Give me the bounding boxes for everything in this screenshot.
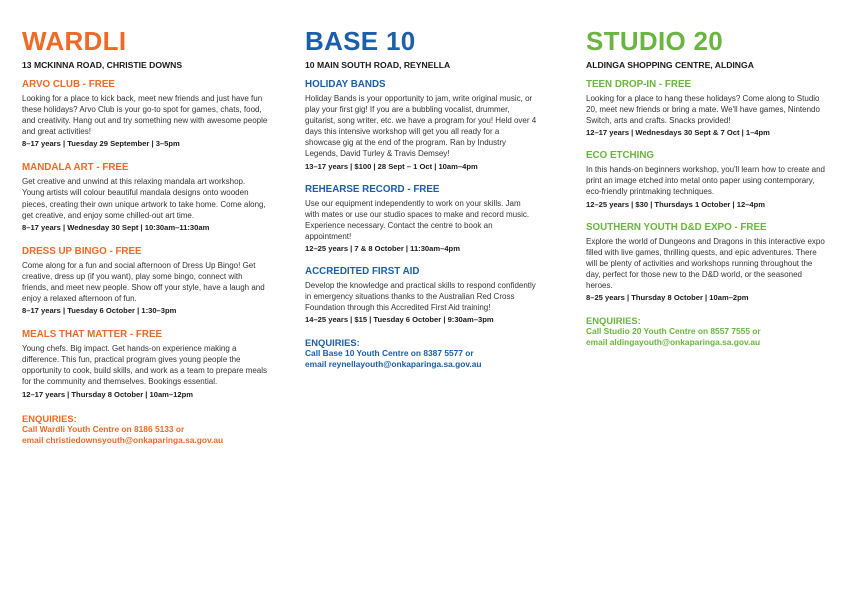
column-base10 [305,26,537,370]
program-section [586,79,826,138]
program-title: ACCREDITED FIRST AID [305,265,420,277]
program-title: MEALS THAT MATTER - FREE [22,329,163,341]
program-description: Get creative and unwind at this relaxing mandala art workshop. Young artists will colour beautiful mandala designs onto wooden pieces, creating their own unique artwork to take home. Come along, get creative, and enjoy some chilled-out art time. [22,177,266,220]
enquiries-email[interactable]: email aldingayouth@onkaparinga.sa.gov.au [586,337,761,348]
program-details: 12–17 years | Wednesdays 30 Sept & 7 Oct | 1–4pm [586,128,770,138]
program-title: MANDALA ART - FREE [22,162,129,174]
venue-address: 10 MAIN SOUTH ROAD, REYNELLA [305,60,451,70]
program-details: 8–17 years | Tuesday 29 September | 3–5pm [22,139,180,149]
column-studio20 [586,26,826,348]
program-details: 8–17 years | Wednesday 30 Sept | 10:30am–11:30am [22,222,210,232]
program-section [22,162,268,232]
program-description: Young chefs. Big impact. Get hands-on experience making a difference. This fun, practical program gives young people the opportunity to cook, build skills, and work as a team to prepare meals for the community and themselves. Bookings essential. [22,344,268,387]
enquiries-block [586,315,826,348]
enquiries-block [305,337,537,370]
program-title: DRESS UP BINGO - FREE [22,245,142,257]
enquiries-title: ENQUIRIES: [586,315,641,327]
program-description: Come along for a fun and social afternoon of Dress Up Bingo! Get creative, dress up (if you want), play some bingo, connect with friends, and meet new people. Show off your style, have a laugh and enjoy a relaxed afternoon of fun. [22,260,265,304]
program-section [586,150,826,209]
enquiries-email[interactable]: email reynellayouth@onkaparinga.sa.gov.au [305,359,482,370]
venue-title: STUDIO 20 [586,26,724,56]
program-description: Develop the knowledge and practical skills to respond confidently in emergency situations thanks to the Australian Red Cross Foundation through this Accredited First Aid training! [305,280,536,313]
program-details: 12–17 years | Thursday 8 October | 10am–12pm [22,389,193,399]
venue-address: ALDINGA SHOPPING CENTRE, ALDINGA [586,60,754,70]
program-title: ECO ETCHING [586,150,655,162]
program-title: REHEARSE RECORD - FREE [305,183,440,195]
venue-title: WARDLI [22,26,127,56]
program-section [22,79,268,149]
enquiries-phone: Call Studio 20 Youth Centre on 8557 7555 or [586,326,761,337]
program-description: Holiday Bands is your opportunity to jam, write original music, or play your first gig! If you are a bubbling vocalist, drummer, guitarist, song writer, etc. we have a program for you! Held over 4 days this intensive workshop will get you all ready for a showcase gig at the end of the program. Ran by Industry Legends, David Turley & Travis Demsey! [305,94,537,159]
venue-address: 13 MCKINNA ROAD, CHRISTIE DOWNS [22,60,183,70]
enquiries-email[interactable]: email christiedownsyouth@onkaparinga.sa.gov.au [22,434,224,445]
column-wardli [22,26,268,446]
enquiries-block [22,413,268,446]
program-description: In this hands-on beginners workshop, you'll learn how to create and print an image etched into metal onto paper using contemporary, eco-friendly printmaking techniques. [586,165,826,197]
program-section [305,79,537,172]
program-description: Explore the world of Dungeons and Dragons in this interactive expo filled with live games, thrilling quests, and epic adventures. There will be plenty of activities and workshops running throughout the day, perfect for those new to the D&D world, or the seasoned heroes. [586,236,825,290]
program-title: TEEN DROP-IN - FREE [586,79,692,90]
venue-title: BASE 10 [305,26,416,56]
program-details: 14–25 years | $15 | Tuesday 6 October | 9:30am–3pm [305,315,494,325]
program-title: HOLIDAY BANDS [305,79,386,90]
program-details: 12–25 years | $30 | Thursdays 1 October | 12–4pm [586,199,766,209]
program-title: ARVO CLUB - FREE [22,79,115,90]
program-details: 8–17 years | Tuesday 6 October | 1:30–3pm [22,306,177,316]
enquiries-title: ENQUIRIES: [305,337,360,349]
program-details: 12–25 years | 7 & 8 October | 11:30am–4pm [305,243,460,253]
program-description: Use our equipment independently to work on your skills. Jam with mates or use our studio spaces to make and record music. Experience necessary. Contact the centre to book an appointment! [305,198,530,241]
enquiries-title: ENQUIRIES: [22,412,77,424]
enquiries-phone: Call Wardli Youth Centre on 8186 5133 or [22,423,185,434]
program-description: Looking for a place to hang these holidays? Come along to Studio 20, meet new friends or bring a mate. We'll have games, Nintendo Switch, arts and crafts. Snacks provided! [586,94,820,126]
program-section [305,184,537,254]
program-details: 8–25 years | Thursday 8 October | 10am–2pm [586,293,749,303]
program-details: 13–17 years | $100 | 28 Sept – 1 Oct | 10am–4pm [305,161,478,171]
program-title: SOUTHERN YOUTH D&D EXPO - FREE [586,221,767,233]
program-section [22,329,268,399]
enquiries-phone: Call Base 10 Youth Centre on 8387 5577 or [305,348,474,359]
program-description: Looking for a place to kick back, meet new friends and just have fun these holidays? Arvo Club is your go-to spot for games, chats, food, and creativity. Hang out and try something new with awesome people and great activities! [22,94,268,137]
program-section [305,266,537,325]
program-section [586,222,826,303]
program-section [22,246,268,316]
